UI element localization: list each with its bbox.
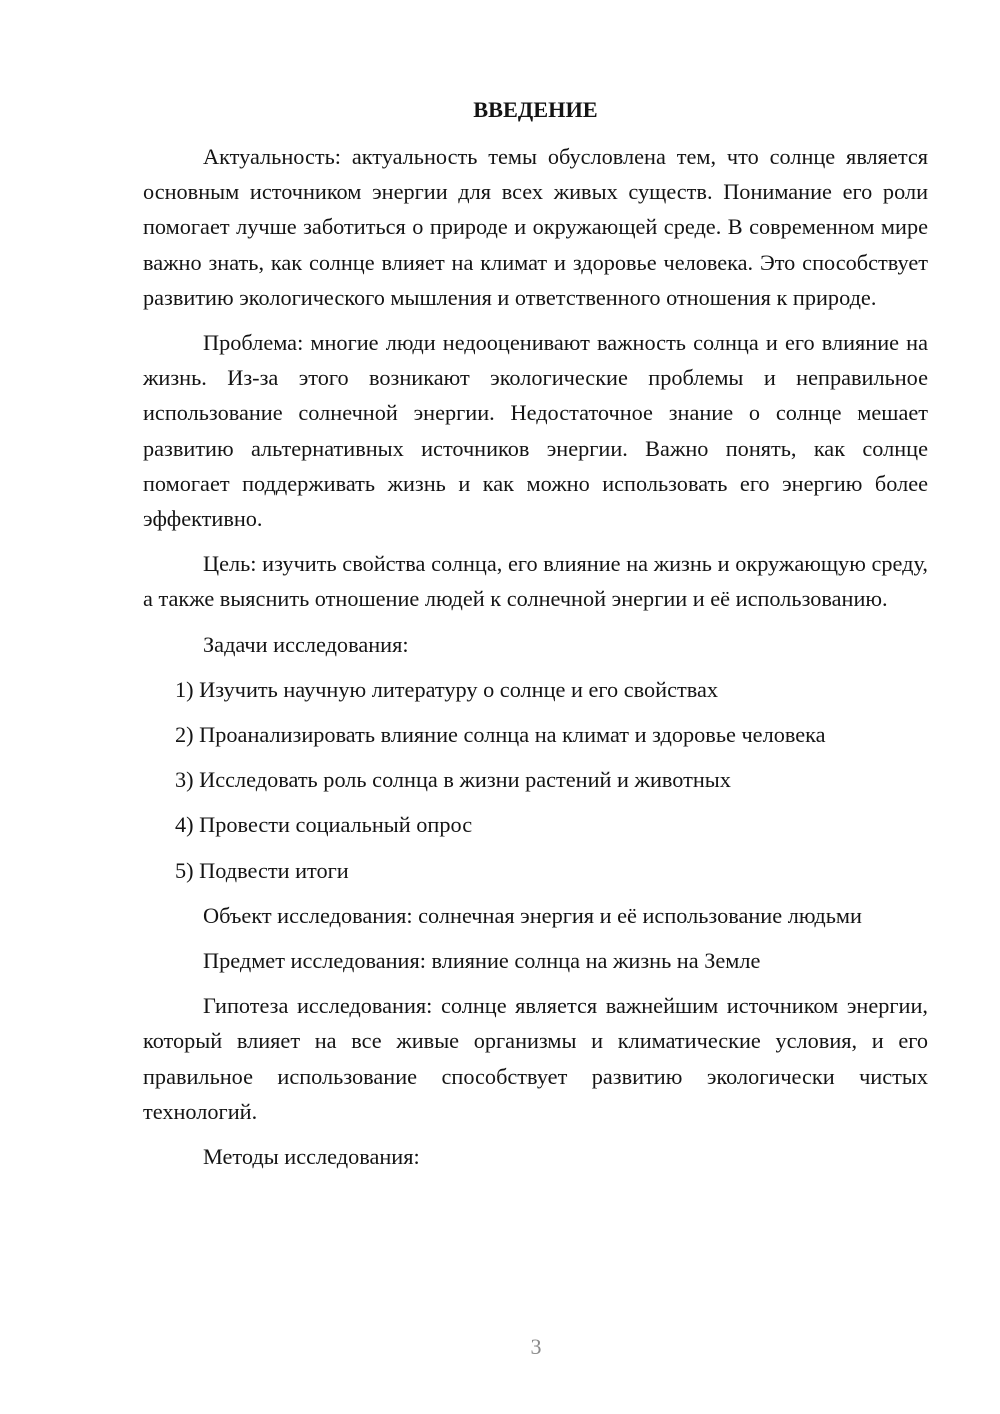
page-content (143, 92, 928, 1184)
hypothesis-paragraph: Гипотеза исследования: солнце является важнейшим источником энергии, который влияет на все живые организмы и климатические условия, и его правильное использование способствует развитию экологически чистых технологий. (143, 993, 928, 1124)
problem-paragraph: Проблема: многие люди недооценивают важность солнца и его влияние на жизнь. Из-за этого возникают экологические проблемы и неправильное использование солнечной энергии. Недостаточное знание о солнце мешает развитию альтернативных источников энергии. Важно понять, как солнце помогает поддерживать жизнь и как можно использовать его энергию более эффективно. (143, 330, 928, 532)
list-item: 2) Проанализировать влияние солнца на климат и здоровье человека (175, 722, 826, 748)
methods-title: Методы исследования: (203, 1144, 420, 1170)
goal-paragraph: Цель: изучить свойства солнца, его влияние на жизнь и окружающую среду, а также выяснить отношение людей к солнечной энергии и её использованию. (143, 551, 928, 612)
tasks-title: Задачи исследования: (203, 631, 409, 657)
relevance-paragraph: Актуальность: актуальность темы обусловлена тем, что солнце является основным источником энергии для всех живых существ. Понимание его роли помогает лучше заботиться о природе и окружающей среде. В современном мире важно знать, как солнце влияет на климат и здоровье человека. Это способствует развитию экологического мышления и ответственного отношения к природе. (143, 144, 928, 310)
page-number: 3 (530, 1334, 542, 1359)
list-item: 3) Исследовать роль солнца в жизни растений и животных (175, 767, 731, 793)
object-paragraph: Объект исследования: солнечная энергия и её использование людьми (203, 902, 862, 928)
list-item: 5) Подвести итоги (175, 857, 349, 883)
list-item: 1) Изучить научную литературу о солнце и его свойствах (175, 676, 719, 702)
page-title: ВВЕДЕНИЕ (473, 97, 598, 122)
list-item: 4) Провести социальный опрос (175, 812, 473, 838)
tasks-list (143, 672, 928, 888)
subject-paragraph: Предмет исследования: влияние солнца на жизнь на Земле (203, 948, 761, 974)
